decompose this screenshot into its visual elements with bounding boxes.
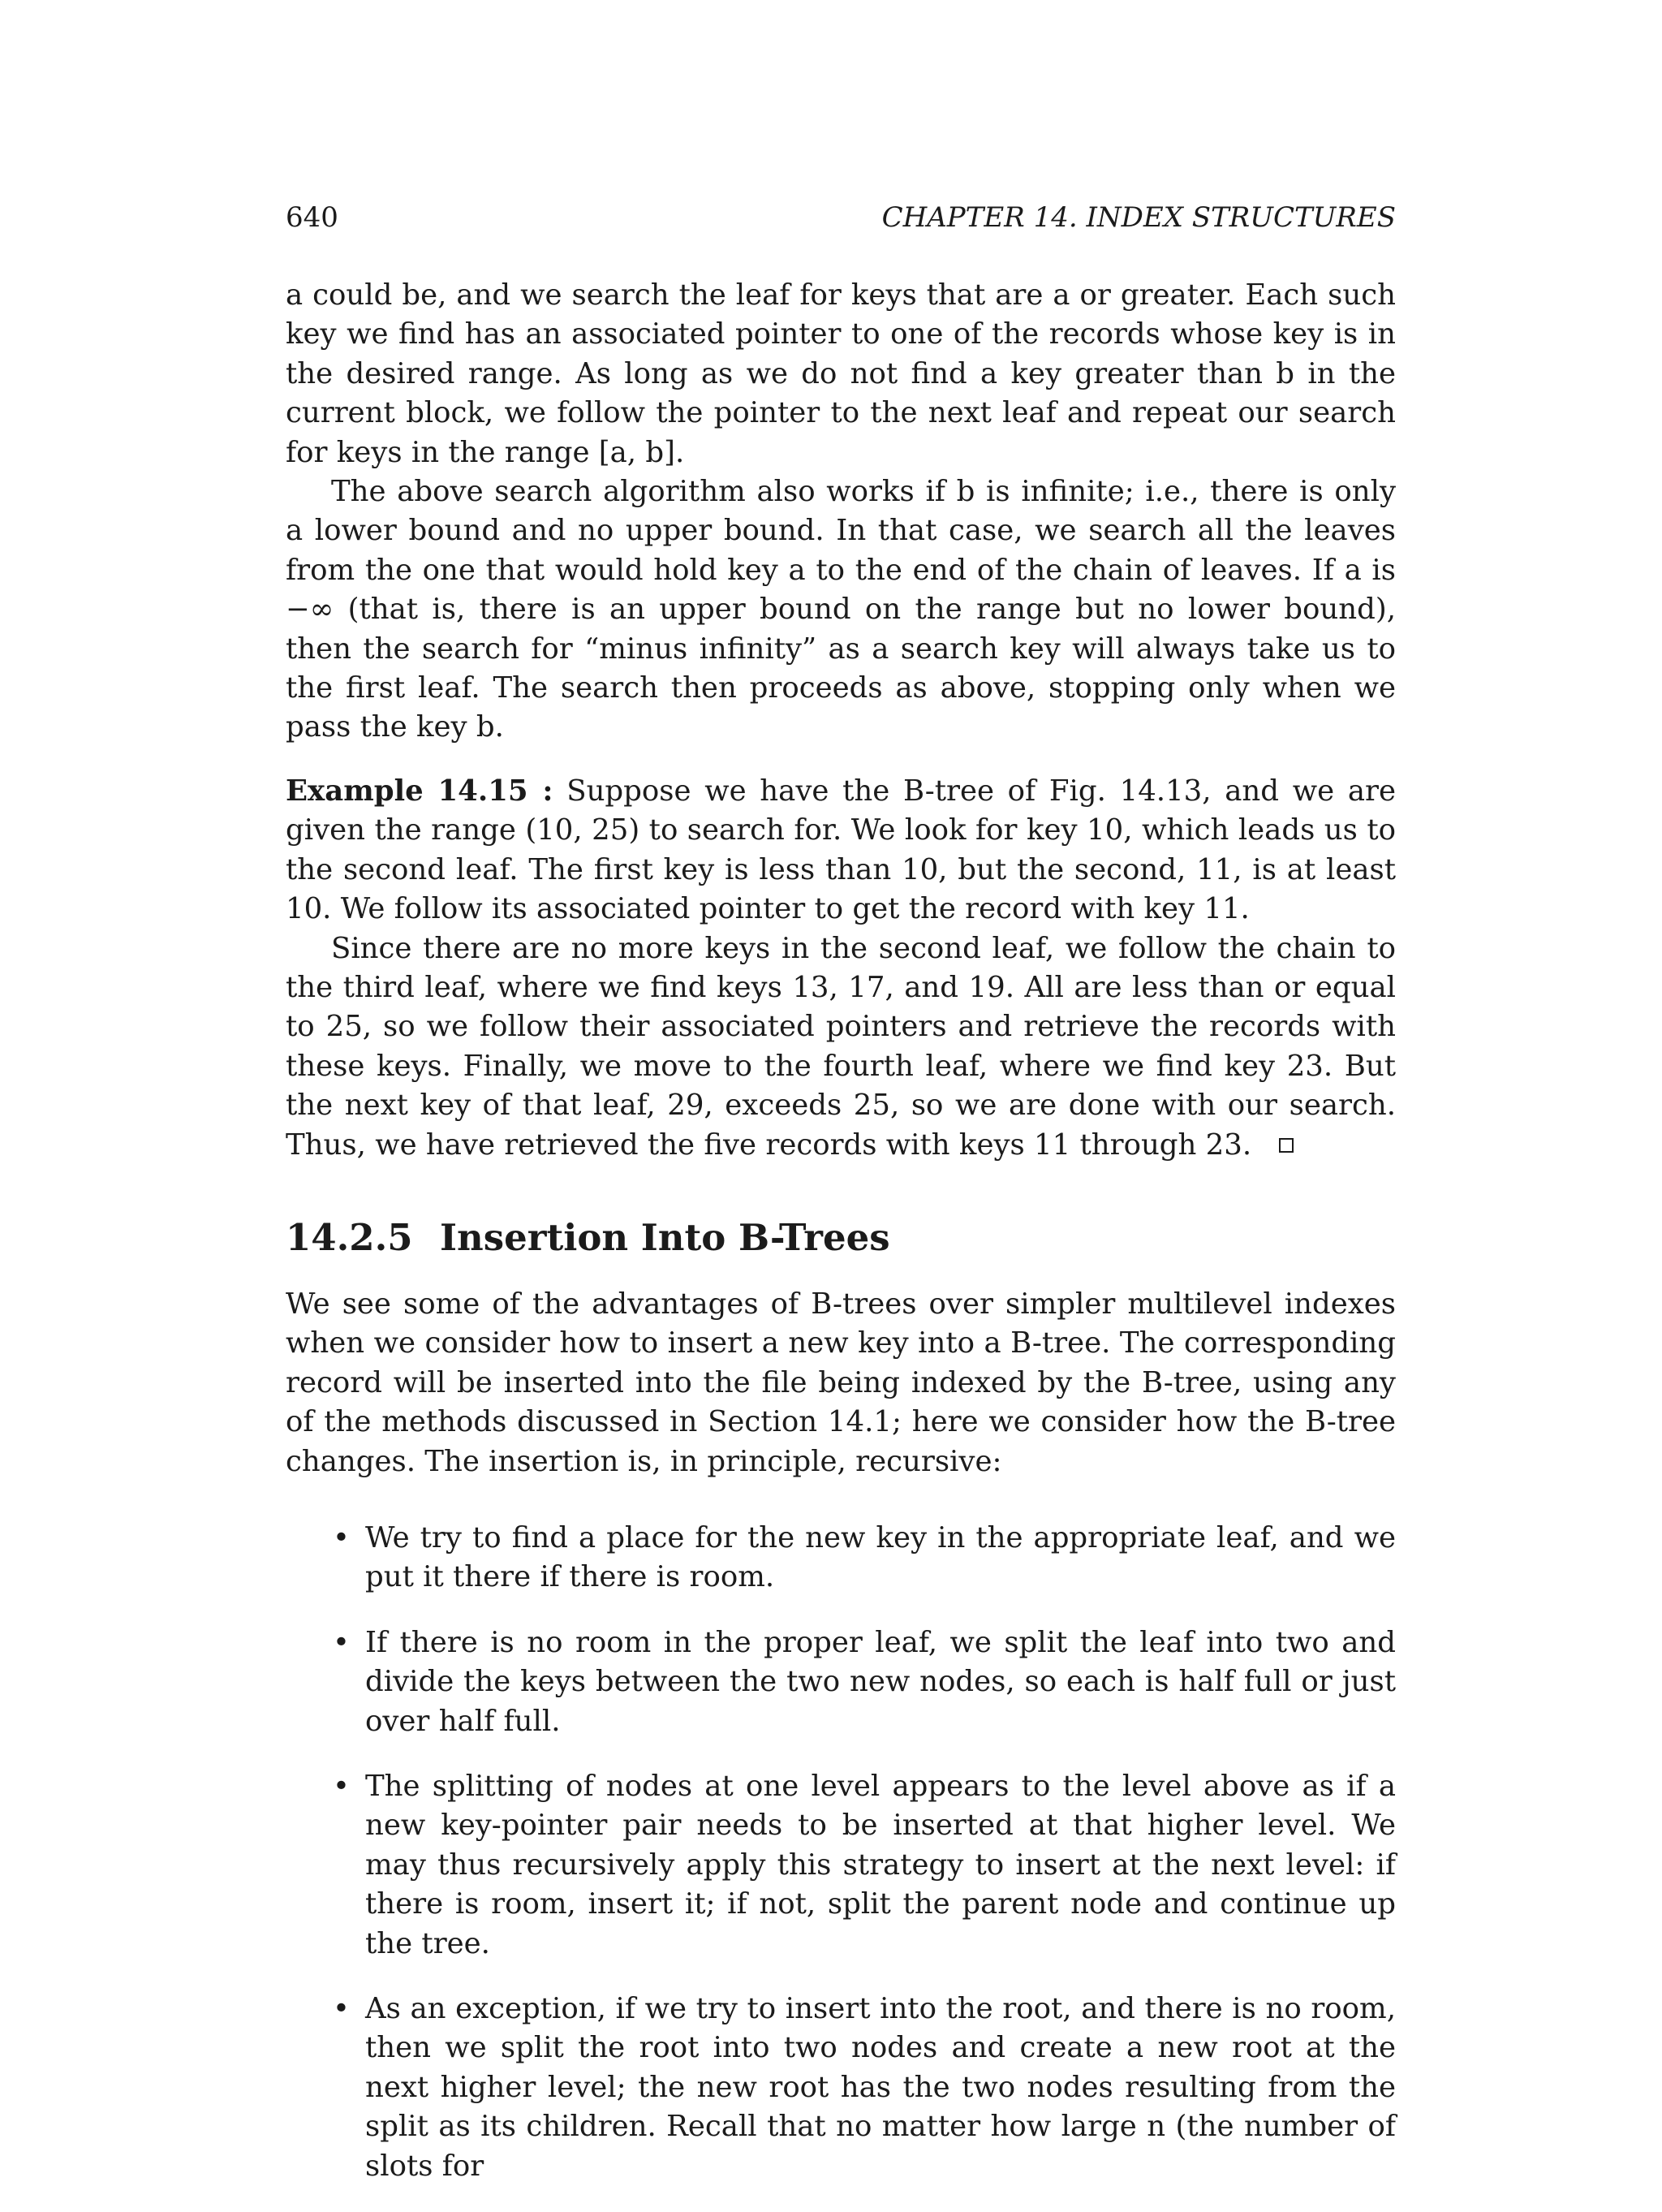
- list-item-text: We try to find a place for the new key in the appropriate leaf, and we put it there if there is room.: [365, 1520, 1396, 1594]
- insertion-steps-list: [286, 1519, 1396, 2186]
- bullet-icon: •: [333, 1992, 350, 2026]
- running-head: [286, 201, 1396, 234]
- paragraph-range-search: a could be, and we search the leaf for keys that are a or greater. Each such key we find has an associated pointer to one of the records whose key is in the desired range. As long as we do not find a key greater than b in the current block, we follow the pointer to the next leaf and repeat our search for keys in the range [a, b].: [286, 278, 1396, 469]
- example-continuation: [286, 929, 1396, 1165]
- list-item: [286, 1767, 1396, 1964]
- paragraph-infinite-bound: The above search algorithm also works if b is infinite; i.e., there is only a lower bound and no upper bound. In that case, we search all the leaves from the one that would hold key a to the end of the chain of leaves. If a is −∞ (that is, there is an upper bound on the range but no lower bound), then the search for “minus infinity” as a search key will always take us to the first leaf. The search then proceeds as above, stopping only when we pass the key b.: [286, 475, 1396, 744]
- bullet-icon: •: [333, 1625, 350, 1659]
- page-number: 640: [286, 201, 338, 234]
- list-item-text: The splitting of nodes at one level appears to the level above as if a new key-pointer pair needs to be inserted at that higher level. We may thus recursively apply this strategy to insert at the next level: if there is room, insert it; if not, split the parent node and continue up the tree.: [365, 1770, 1396, 1960]
- bullet-icon: •: [333, 1520, 350, 1554]
- bullet-icon: •: [333, 1770, 350, 1803]
- example-14-15: [286, 772, 1396, 929]
- list-item: [286, 1623, 1396, 1741]
- end-of-example-box-icon: [1279, 1138, 1294, 1153]
- chapter-title: CHAPTER 14. INDEX STRUCTURES: [881, 201, 1396, 234]
- book-page: [286, 201, 1396, 2212]
- example-label: Example 14.15 :: [286, 774, 553, 808]
- section-title: Insertion Into B-Trees: [440, 1215, 890, 1259]
- list-item-text: If there is no room in the proper leaf, we split the leaf into two and divide the keys between the two new nodes, so each is half full or just over half full.: [365, 1625, 1396, 1738]
- example-continuation-text: Since there are no more keys in the second leaf, we follow the chain to the third leaf, where we find keys 13, 17, and 19. All are less than or equal to 25, so we follow their associated pointers and retrieve the records with these keys. Finally, we move to the fourth leaf, where we find key 23. But the next key of that leaf, 29, exceeds 25, so we are done with our search. Thus, we have retrieved the five records with keys 11 through 23.: [286, 931, 1396, 1162]
- body-text: [286, 276, 1396, 2186]
- list-item-text: As an exception, if we try to insert into the root, and there is no room, then we split the root into two nodes and create a new root at the next higher level; the new root has the two nodes resulting from the split as its children. Recall that no matter how large n (the number of slots for: [365, 1992, 1396, 2183]
- section-intro: We see some of the advantages of B-trees over simpler multilevel indexes when we consider how to insert a new key into a B-tree. The corresponding record will be inserted into the file being indexed by the B-tree, using any of the methods discussed in Section 14.1; here we consider how the B-tree changes. The insertion is, in principle, recursive:: [286, 1287, 1396, 1478]
- example-text: Suppose we have the B-tree of Fig. 14.13, and we are given the range (10, 25) to search for. We look for key 10, which leads us to the second leaf. The first key is less than 10, but the second, 11, is at least 10. We follow its associated pointer to get the record with key 11.: [286, 774, 1396, 926]
- list-item: [286, 1990, 1396, 2186]
- list-item: [286, 1519, 1396, 1598]
- section-heading: [286, 1215, 1396, 1261]
- section-number: 14.2.5: [286, 1215, 413, 1259]
